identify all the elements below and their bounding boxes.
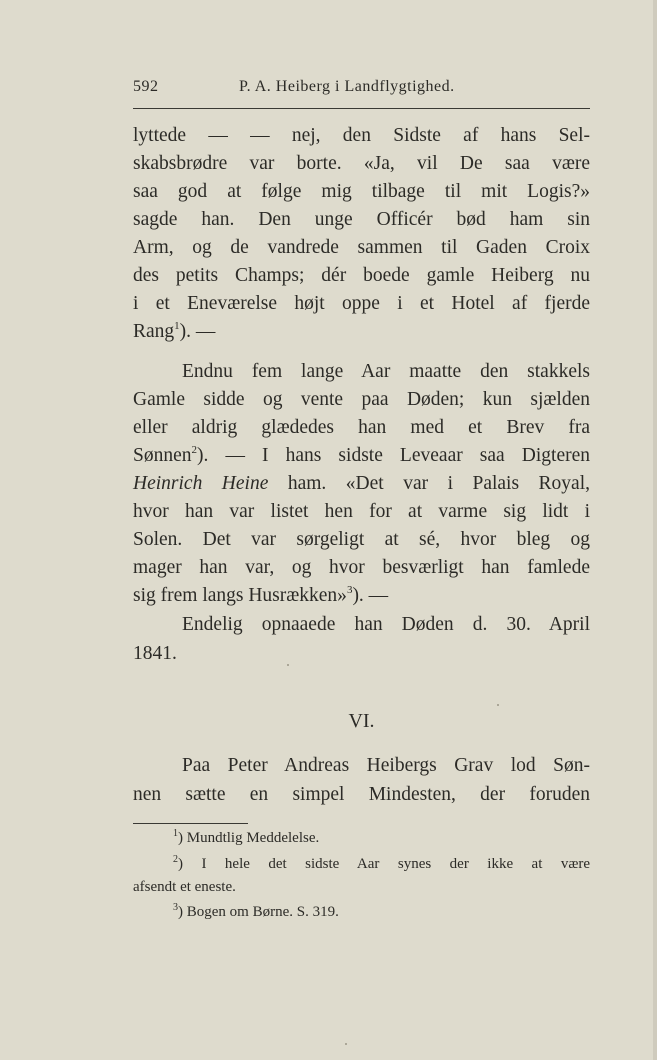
footnote-ref: 3 <box>346 584 353 596</box>
text-line: mager han var, og hvor besværligt han famlede <box>133 557 590 578</box>
text-line: i et Eneværelse højt oppe i et Hotel af fjerde <box>133 293 590 314</box>
text-line: des petits Champs; dér boede gamle Heiberg nu <box>133 265 590 286</box>
text-line: saa god at følge mig tilbage til mit Logis?» <box>133 181 590 202</box>
running-title: P. A. Heiberg i Landflygtighed. <box>239 78 455 95</box>
text-line: Heinrich Heine ham. «Det var i Palais Royal, <box>133 473 590 494</box>
text-line: sagde han. Den unge Officér bød ham sin <box>133 209 590 230</box>
text-line: lyttede — — nej, den Sidste af hans Sel- <box>133 125 590 146</box>
running-header <box>133 78 590 100</box>
footnote: $^3$) Bogen om Børne. S. 319. <box>173 902 339 920</box>
text-line: Arm, og de vandrede sammen til Gaden Croix <box>133 237 590 258</box>
page-edge <box>653 0 657 1060</box>
text-line: Gamle sidde og vente paa Døden; kun sjælden <box>133 389 590 410</box>
footnote: $^1$) Mundtlig Meddelelse. <box>173 828 320 846</box>
text-line: Solen. Det var sørgeligt at sé, hvor bleg og <box>133 529 590 550</box>
text-line: Rang$^1$). — <box>133 320 216 342</box>
header-rule <box>133 108 590 109</box>
text-line: Endelig opnaaede han Døden d. 30. April <box>182 614 590 635</box>
text-line: Paa Peter Andreas Heibergs Grav lod Søn- <box>182 755 590 776</box>
paper-speck <box>287 664 289 666</box>
text-line: eller aldrig glædedes han med et Brev fra <box>133 417 590 438</box>
text-line: nen sætte en simpel Mindesten, der foruden <box>133 784 590 805</box>
paper-speck <box>345 1043 347 1045</box>
footnote-continuation: afsendt et eneste. <box>133 879 236 895</box>
footnote: $^2$) I hele det sidste Aar synes der ikke at være <box>173 854 590 872</box>
italic-name: Heinrich Heine <box>133 473 269 494</box>
page-number: 592 <box>133 78 159 95</box>
text-line: sig frem langs Husrækken»$^3$). — <box>133 584 389 606</box>
text-line: skabsbrødre var borte. «Ja, vil De saa være <box>133 153 590 174</box>
text-line: 1841. <box>133 643 177 664</box>
footnote-ref: 2 <box>191 444 197 456</box>
paper-speck <box>497 704 499 706</box>
text-line: hvor han var listet hen for at varme sig lidt i <box>133 501 590 522</box>
footnote-rule <box>133 823 248 824</box>
footnote-ref: 1 <box>174 320 180 332</box>
text-line: Sønnen$^2$). — I hans sidste Leveaar saa Digteren <box>133 444 590 466</box>
text-line: Endnu fem lange Aar maatte den stakkels <box>182 361 590 382</box>
section-heading: VI. <box>348 710 375 732</box>
